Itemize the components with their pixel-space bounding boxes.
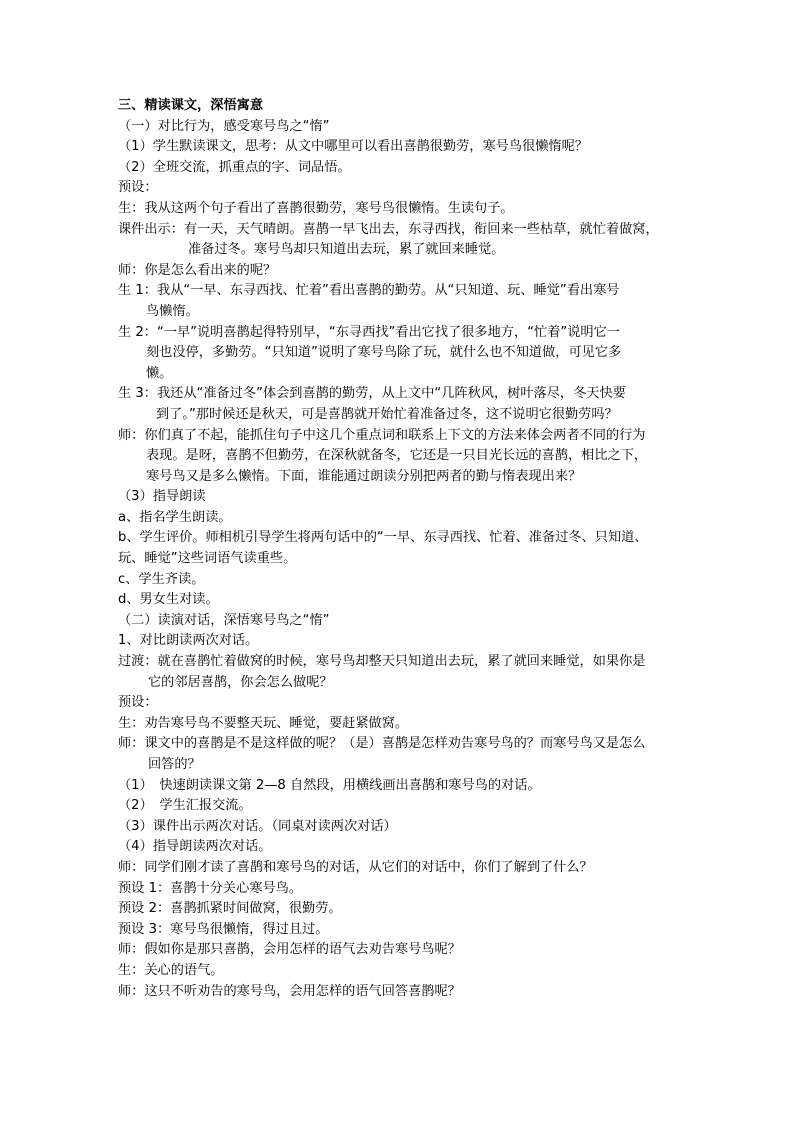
paragraph: c、学生齐读。 [118, 571, 205, 587]
paragraph-continuation: 懒。 [146, 365, 173, 381]
paragraph: （4）指导朗读两次对话。 [118, 839, 272, 855]
paragraph: b、学生评价。师相机引导学生将两句话中的“一早、东寻西找、忙着、准备过冬、只知道、 [118, 530, 648, 546]
paragraph: （3）课件出示两次对话。（同桌对读两次对话） [118, 818, 397, 834]
subsection-heading: （二）读演对话，深悟寒号鸟之“惰” [118, 612, 330, 628]
paragraph: 生：关心的语气。 [118, 962, 224, 978]
document-body [118, 96, 678, 1002]
paragraph: 预设： [118, 180, 158, 196]
paragraph: （2） 学生汇报交流。 [118, 798, 252, 814]
paragraph-continuation: 到了。”那时候还是秋天，可是喜鹊就开始忙着准备过冬，这不说明它很勤劳吗？ [156, 406, 618, 422]
paragraph-continuation: 准备过冬。寒号鸟却只知道出去玩，累了就回来睡觉。 [188, 242, 505, 258]
paragraph: 师：你们真了不起，能抓住句子中这几个重点词和联系上下文的方法来体会两者不同的行为 [118, 427, 646, 443]
paragraph: 生：劝告寒号鸟不要整天玩、睡觉，要赶紧做窝。 [118, 715, 409, 731]
paragraph: 师：你是怎么看出来的呢？ [118, 262, 277, 278]
paragraph: （3）指导朗读 [118, 489, 206, 505]
paragraph: 预设 3：寒号鸟很懒惰，得过且过。 [118, 921, 329, 937]
paragraph: （1） 快速朗读课文第 2—8 自然段，用横线画出喜鹊和寒号鸟的对话。 [118, 777, 541, 793]
section-heading: 三、精读课文，深悟寓意 [118, 98, 264, 113]
paragraph: 1、对比朗读两次对话。 [118, 633, 259, 649]
paragraph: 生：我从这两个句子看出了喜鹊很勤劳，寒号鸟很懒惰。生读句子。 [118, 200, 514, 216]
paragraph-continuation: 回答的？ [148, 757, 201, 772]
paragraph-continuation: 表现。是呀，喜鹊不但勤劳，在深秋就备冬，它还是一只目光长远的喜鹊，相比之下， [146, 448, 648, 464]
paragraph-continuation: 刻也没停，多勤劳。“只知道”说明了寒号鸟除了玩，就什么也不知道做，可见它多 [146, 345, 622, 361]
paragraph: 课件出示：有一天，天气晴朗。喜鹊一早飞出去，东寻西找，衔回来一些枯草，就忙着做窝， [118, 221, 659, 237]
paragraph: 师：同学们刚才读了喜鹊和寒号鸟的对话，从它们的对话中，你们了解到了什么？ [118, 859, 593, 875]
paragraph: 预设 2：喜鹊抓紧时间做窝，很勤劳。 [118, 901, 342, 917]
subsection-heading: （一）对比行为，感受寒号鸟之“惰” [118, 118, 330, 134]
paragraph: 生 3：我还从“准备过冬”体会到喜鹊的勤劳，从上文中“几阵秋风，树叶落尽，冬天快要 [118, 386, 626, 402]
paragraph-continuation: 鸟懒惰。 [146, 303, 199, 319]
paragraph: 师：课文中的喜鹊是不是这样做的呢？（是）喜鹊是怎样劝告寒号鸟的？而寒号鸟又是怎么 [118, 736, 646, 752]
paragraph: （1）学生默读课文，思考：从文中哪里可以看出喜鹊很勤劳，寒号鸟很懒惰呢？ [118, 139, 588, 155]
paragraph-continuation: 玩、睡觉”这些词语气读重些。 [118, 551, 297, 567]
paragraph: 过渡：就在喜鹊忙着做窝的时候，寒号鸟却整天只知道出去玩，累了就回来睡觉，如果你是 [118, 654, 646, 670]
paragraph: 师：这只不听劝告的寒号鸟，会用怎样的语气回答喜鹊呢？ [118, 983, 461, 999]
paragraph: d、男女生对读。 [118, 592, 219, 608]
paragraph: 预设 1：喜鹊十分关心寒号鸟。 [118, 880, 303, 896]
paragraph: 生 2：“一早”说明喜鹊起得特别早，“东寻西找”看出它找了很多地方，“忙着”说明它一 [118, 324, 620, 340]
paragraph: 师：假如你是那只喜鹊，会用怎样的语气去劝告寒号鸟呢？ [118, 942, 461, 958]
paragraph: 预设： [118, 695, 158, 711]
paragraph: a、指名学生朗读。 [118, 509, 232, 525]
paragraph-continuation: 寒号鸟又是多么懒惰。下面，谁能通过朗读分别把两者的勤与惰表现出来？ [146, 468, 582, 484]
paragraph: 生 1：我从“一早、东寻西找、忙着”看出喜鹊的勤劳。从“只知道、玩、睡觉”看出寒号 [118, 283, 620, 299]
paragraph-continuation: 它的邻居喜鹊，你会怎么做呢？ [148, 674, 333, 690]
paragraph: （2）全班交流，抓重点的字、词品悟。 [118, 159, 351, 175]
